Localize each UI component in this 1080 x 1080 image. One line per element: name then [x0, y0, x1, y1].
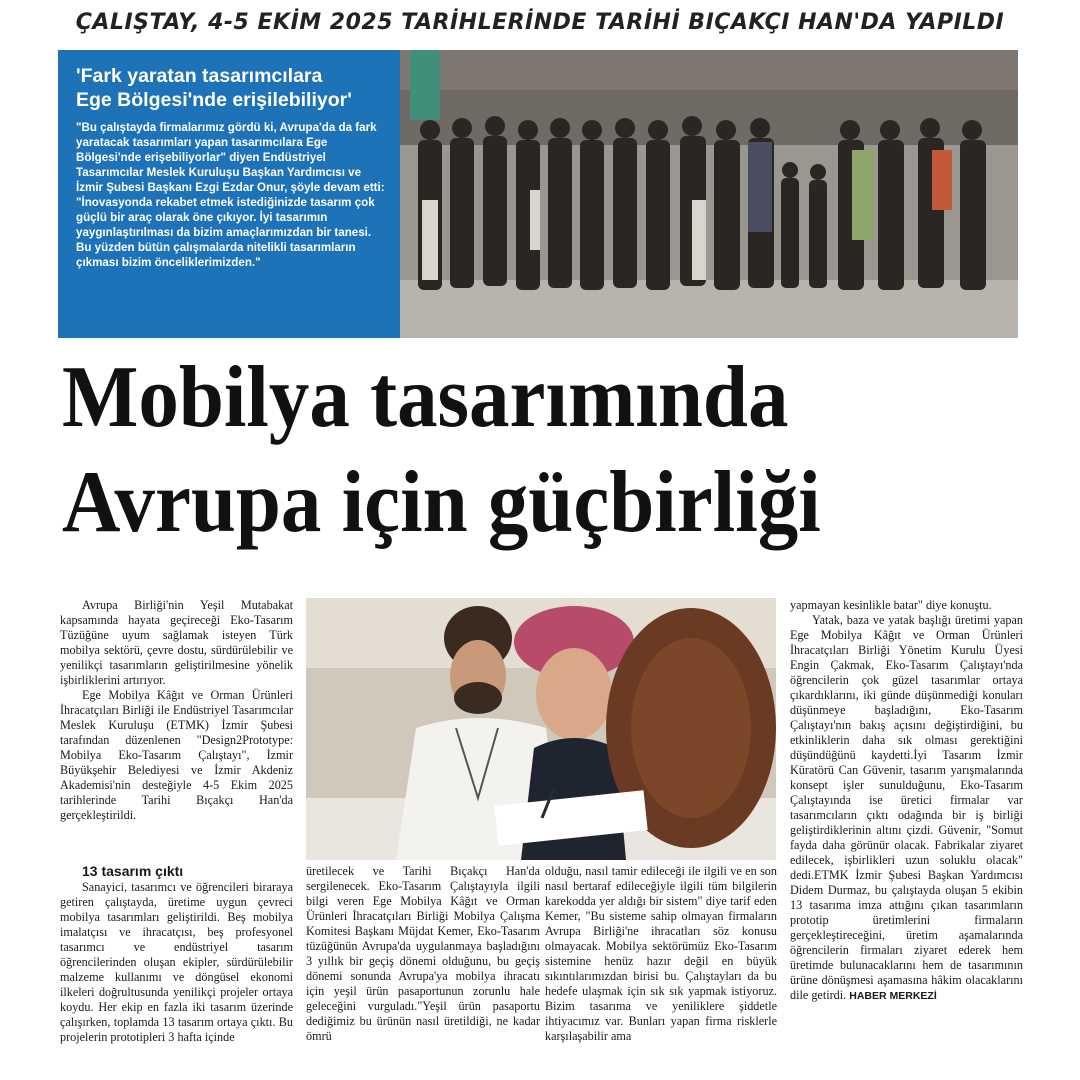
paragraph: olduğu, nasıl tamir edileceği ile ilgili ve en son nasıl bertaraf edileceğiyle ilgili tüm bilgilerin karekodda yer aldığı bir sistem" diye tarif eden Kemer, "Bu sisteme sahip olmayan firmaların Avrupa Birliği'ne ihracatları söz konusu olmayacak. Mobilya sektörümüz Eko-Tasarım sistemine henüz hazır değil en büyük sıkıntılarımızdan birisi bu. Çalıştayları da bu hedefe ulaşmak için sık sık yapmak istiyoruz. Bizim tasarıma ve yeniliklere şiddetle ihtiyacımız var. Bunları yapan firma risklerle karşılaşabilir ama	[545, 864, 777, 1043]
paragraph-text: Yatak, baza ve yatak başlığı üretimi yapan Ege Mobilya Kâğıt ve Orman Ürünleri İhracatçıları Birliği Yönetim Kurulu Üyesi Engin Çakmak, Eko-Tasarım Çalıştayı'nda öğrencilerin çok güzel tasarımlar ortaya çıkardıklarını, iki günde düşünmediği konuları düşünmeye başladığını, Eko-Tasarım Çalıştayı'nın bakış açısını değiştirdiğini, bu etkinliklerin daha sık olması gerektiğini düşündüğünü kaydetti.İyi Tasarım İzmir Küratörü Can Güvenir, tasarım yarışmalarında konsept işler sunulduğunu, Eko-Tasarım Çalıştayında ise üretici firmalar var tasarımcıların çıktı odağında bir iş birliği geliştirdiklerinin altını çizdi. Güvenir, "Somut fayda daha görünür olacak. Fabrikalar ziyaret edilecek, işbirlikleri uzun soluklu olacak" dedi.ETMK İzmir Şubesi Başkan Yardımcısı Didem Durmaz, bu çalıştayda oluşan 5 ekibin 13 tasarıma imza attığını çıkan tasarımların prototip üretimlerini firmaların gerçekleştireceğini, üretim aşamalarında öğrencilerin firmaları ziyaret ederek hem üretimde bulunacaklarını hem de tasarımının ürüne dönüşmesi aşamasına hâkim olacaklarını dile getirdi.	[790, 613, 1023, 1002]
article-column-1-continued	[60, 862, 293, 1045]
article-column-3	[545, 864, 777, 1044]
group-photo	[400, 50, 1018, 338]
paragraph: Ege Mobilya Kâğıt ve Orman Ürünleri İhracatçıları Birliği ile Endüstriyel Tasarımcılar Meslek Kuruluşu (ETMK) İzmir Şubesi tarafından düzenlenen "Design2Prototype: Mobilya Eko-Tasarım Çalıştayı", İzmir Büyükşehir Belediyesi ve İzmir Akdeniz Akademisi'nin desteğiyle 4-5 Ekim 2025 tarihlerinde Tarihi Bıçakçı Han'da gerçekleştirildi.	[60, 688, 293, 822]
article-column-2	[306, 864, 540, 1044]
paragraph	[790, 613, 1023, 1004]
main-headline	[62, 345, 945, 555]
headline-line1: Mobilya tasarımında	[62, 349, 789, 446]
article-column-1	[60, 598, 293, 823]
paragraph: Sanayici, tasarımcı ve öğrencileri biraraya getiren çalıştayda, üretime uygun çevreci mobilya tasarımları geliştirildi. Beş mobilya imalatçısı ve ihracatçısı, beş profesyonel tasarımcı ve endüstriyel tasarım öğrencilerinden oluşan ekipler, sürdürülebilir malzeme kullanımı ve döngüsel ekonomi ilkeleri doğrultusunda yenilikçi projeler ortaya koydu. Her ekip en fazla iki tasarım üzerinde çalışırken, toplamda 13 tasarım ortaya çıktı. Bu projelerin prototipleri 3 hafta içinde	[60, 880, 293, 1044]
headline-line2: Avrupa için güçbirliği	[62, 454, 821, 551]
kicker-headline: ÇALIŞTAY, 4-5 EKİM 2025 TARİHLERİNDE TARİHİ BIÇAKÇI HAN'DA YAPILDI	[75, 10, 1005, 35]
paragraph: yapmayan kesinlikle batar" diye konuştu.	[790, 598, 992, 612]
pull-quote-box	[58, 50, 400, 338]
pull-quote-title-line1: 'Fark yaratan tasarımcılara	[76, 65, 323, 87]
workshop-photo	[306, 598, 776, 860]
subheading: 13 tasarım çıktı	[82, 863, 184, 879]
paragraph: Avrupa Birliği'nin Yeşil Mutabakat kapsamında hayata geçireceği Eko-Tasarım Tüzüğüne uyum sağlamak isteyen Türk mobilya sektörü, çevre dostu, sürdürülebilir ve yenilikçi tasarımların geliştirilmesine yönelik işbirliklerini artırıyor.	[60, 598, 293, 687]
article-column-4	[790, 598, 1023, 1004]
paragraph: üretilecek ve Tarihi Bıçakçı Han'da sergilenecek. Eko-Tasarım Çalıştayıyla ilgili bilgi veren Ege Mobilya Kâğıt ve Orman Ürünleri İhracatçıları Birliği Mobilya Çalışma Komitesi Başkanı Müjdat Kemer, Eko-Tasarım tüzüğünün Avrupa'da uygulanmaya başladığını 3 yıllık bir geçiş dönemi olduğunu, bu geçiş dönemi sonunda Avrupa'ya mobilya ihracatı için yeşil ürün pasaportunun zorunlu hale geleceğini vurguladı."Yeşil ürün pasaportu dediğimiz bu ürünün nasıl üretildiği, ne kadar ömrü	[306, 864, 540, 1043]
pull-quote-title	[76, 64, 386, 112]
pull-quote-text: "Bu çalıştayda firmalarımız gördü ki, Avrupa'da da fark yaratacak tasarımları yapan tasarımcılara Ege Bölgesi'nde erişebiliyorlar" diyen Endüstriyel Tasarımcılar Meslek Kuruluşu Başkan Yardımcısı ve İzmir Şubesi Başkanı Ezgi Ezdar Onur, şöyle devam etti: "İnovasyonda rekabet etmek istediğinizde tasarım çok güçlü bir araç olarak öne çıkıyor. İyi tasarımın yaygınlaştırılması da bizim amaçlarımızdan bir tanesi. Bu yüzden bütün çalışmalarda nitelikli tasarımların çıkması bizim önceliklerimizden."	[76, 121, 385, 269]
byline: HABER MERKEZİ	[849, 990, 937, 1002]
pull-quote-title-line2: Ege Bölgesi'nde erişilebiliyor'	[76, 89, 352, 111]
